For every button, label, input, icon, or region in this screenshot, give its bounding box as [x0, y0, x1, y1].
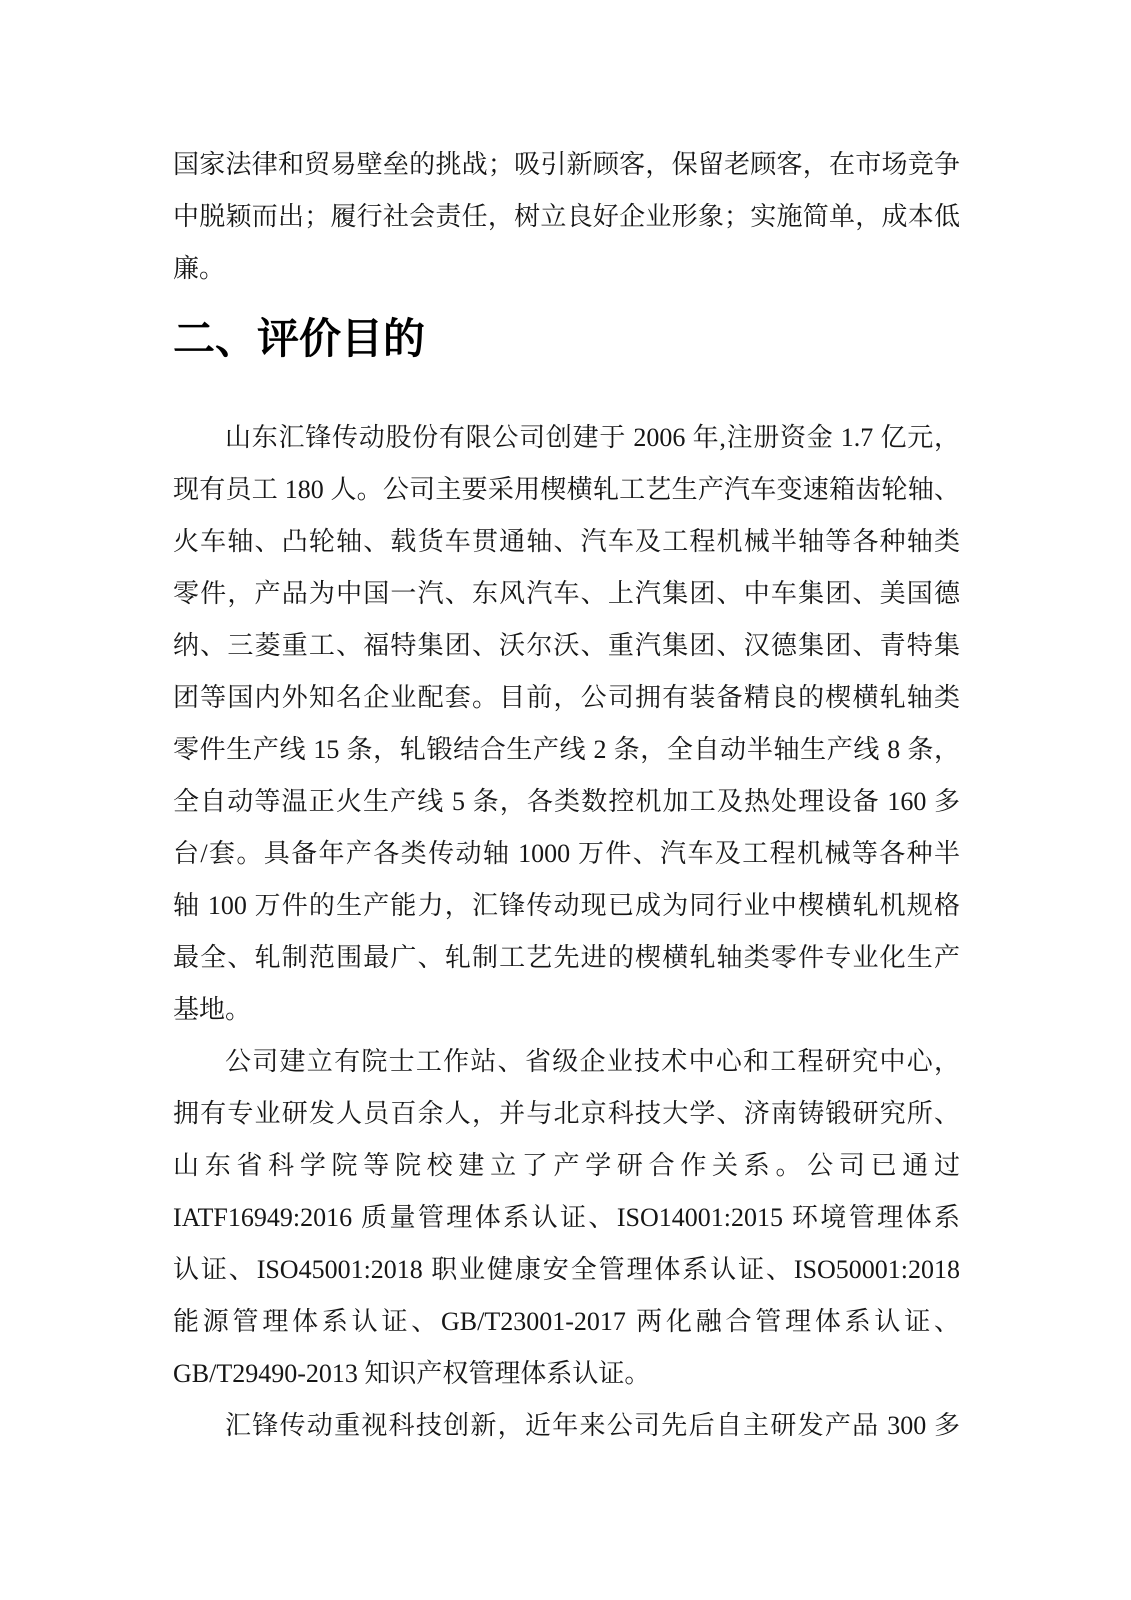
text-line: 零件，产品为中国一汽、东风汽车、上汽集团、中车集团、美国德 [173, 579, 960, 608]
text-line: IATF16949:2016 质量管理体系认证、ISO14001:2015 环境管理体系 [173, 1203, 960, 1232]
text-line: 零件生产线 15 条，轧锻结合生产线 2 条，全自动半轴生产线 8 条， [173, 735, 960, 764]
text-line: 山东省科学院等院校建立了产学研合作关系。公司已通过 [173, 1151, 960, 1180]
text-line: 拥有专业研发人员百余人，并与北京科技大学、济南铸锻研究所、 [173, 1099, 960, 1128]
rd-certifications [173, 1036, 960, 1400]
text-line: 全自动等温正火生产线 5 条，各类数控机加工及热处理设备 160 多 [173, 787, 960, 816]
policy-benefits-continuation [173, 139, 960, 295]
text-line: 国家法律和贸易壁垒的挑战；吸引新顾客，保留老顾客，在市场竞争 [173, 150, 960, 179]
text-line: 现有员工 180 人。公司主要采用楔横轧工艺生产汽车变速箱齿轮轴、 [173, 475, 960, 504]
text-line: 团等国内外知名企业配套。目前，公司拥有装备精良的楔横轧轴类 [173, 683, 960, 712]
text-line: 廉。 [173, 254, 226, 283]
innovation-intro [173, 1400, 960, 1452]
text-line: 最全、轧制范围最广、轧制工艺先进的楔横轧轴类零件专业化生产 [173, 943, 960, 972]
section-heading: 二、评价目的 [173, 315, 426, 362]
text-line: 纳、三菱重工、福特集团、沃尔沃、重汽集团、汉德集团、青特集 [173, 631, 960, 660]
text-line: 中脱颖而出；履行社会责任，树立良好企业形象；实施简单，成本低 [173, 202, 960, 231]
text-line: 能源管理体系认证、GB/T23001-2017 两化融合管理体系认证、 [173, 1307, 960, 1336]
text-line: 公司建立有院士工作站、省级企业技术中心和工程研究中心， [225, 1047, 960, 1076]
text-line: 轴 100 万件的生产能力，汇锋传动现已成为同行业中楔横轧机规格 [173, 891, 960, 920]
text-line: 山东汇锋传动股份有限公司创建于 2006 年,注册资金 1.7 亿元， [225, 423, 960, 452]
text-line: GB/T29490-2013 知识产权管理体系认证。 [173, 1359, 651, 1388]
page-content [173, 139, 960, 1452]
text-line: 火车轴、凸轮轴、载货车贯通轴、汽车及工程机械半轴等各种轴类 [173, 527, 960, 556]
text-line: 汇锋传动重视科技创新，近年来公司先后自主研发产品 300 多 [225, 1411, 960, 1440]
text-line: 台/套。具备年产各类传动轴 1000 万件、汽车及工程机械等各种半 [173, 839, 960, 868]
company-overview [173, 412, 960, 1036]
text-line: 基地。 [173, 995, 252, 1024]
text-line: 认证、ISO45001:2018 职业健康安全管理体系认证、ISO50001:2018 [173, 1255, 960, 1284]
